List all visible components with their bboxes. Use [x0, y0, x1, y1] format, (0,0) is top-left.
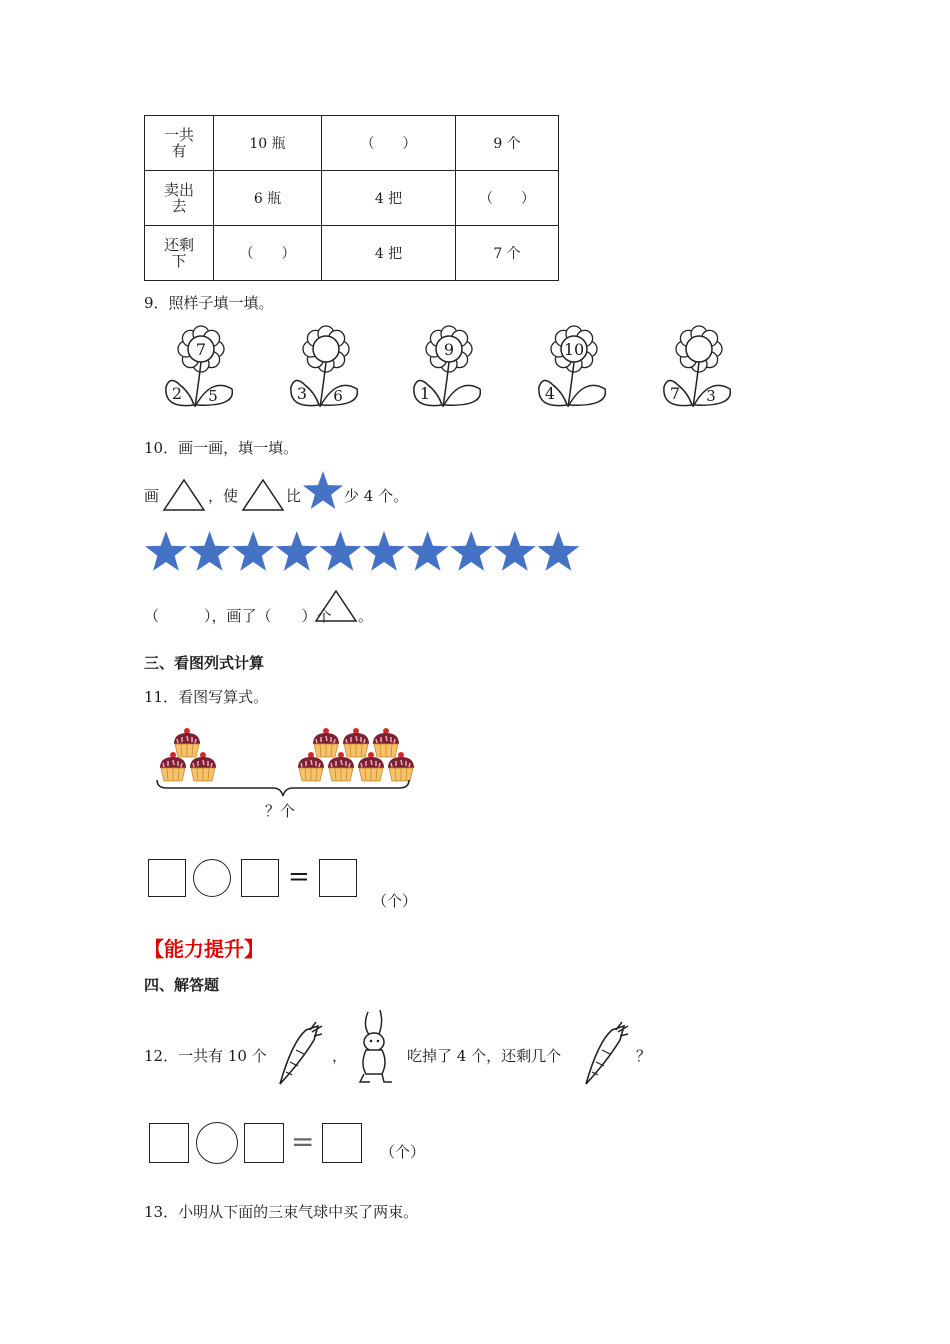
- answer-box[interactable]: [149, 1123, 189, 1163]
- rabbit-icon: [352, 1008, 400, 1088]
- triangle-icon: [162, 478, 206, 512]
- q10-prefix: 画: [144, 487, 160, 505]
- q10-mid1: ，使: [208, 487, 239, 505]
- star-icon: [494, 531, 536, 571]
- flower-number: 2: [171, 384, 183, 403]
- q12-part1: 12．一共有 10 个: [144, 1047, 267, 1065]
- flower-number: 5: [208, 387, 218, 405]
- table-cell: 6 瓶: [214, 171, 322, 226]
- flower-number: 3: [296, 384, 308, 403]
- flower-number: 7: [669, 384, 681, 403]
- question-13-title: 13．小明从下面的三束气球中买了两束。: [144, 1203, 419, 1221]
- flower-number: 4: [544, 384, 556, 403]
- q12-part3: 吃掉了 4 个，还剩几个: [407, 1047, 562, 1065]
- q10-answer[interactable]: （ ），画了（ ）个: [144, 607, 332, 625]
- flower-figure: [408, 325, 488, 415]
- q10-suffix: 少 4 个。: [344, 487, 409, 505]
- table-cell: 4 把: [322, 226, 456, 281]
- equals-sign: =: [288, 862, 310, 892]
- flower-figure: [285, 325, 365, 415]
- flower-figure: [658, 325, 738, 415]
- star-icon: [276, 531, 318, 571]
- section-4-heading: 四、解答题: [144, 976, 220, 994]
- flower-number: 3: [706, 387, 716, 405]
- carrot-icon: [582, 1020, 630, 1090]
- star-icon: [407, 531, 449, 571]
- carrot-icon: [276, 1020, 324, 1090]
- star-icon: [450, 531, 492, 571]
- table-row: [145, 116, 559, 171]
- q10-answer-end: 。: [358, 607, 374, 625]
- operator-circle[interactable]: [193, 859, 231, 897]
- ability-heading: 【能力提升】: [144, 937, 264, 961]
- flower-number: 10: [563, 340, 585, 359]
- table-cell[interactable]: （ ）: [322, 116, 456, 171]
- brace-label: ？个: [265, 802, 296, 820]
- unit-label: （个）: [372, 892, 418, 910]
- star-icon: [363, 531, 405, 571]
- answer-box[interactable]: [322, 1123, 362, 1163]
- triangle-icon: [314, 589, 358, 623]
- brace-icon: [155, 778, 411, 800]
- table-cell: 4 把: [322, 171, 456, 226]
- triangle-icon: [241, 478, 285, 512]
- star-icon: [320, 531, 362, 571]
- answer-box[interactable]: [319, 859, 357, 897]
- star-icon: [302, 470, 344, 512]
- flower-number: 6: [333, 387, 343, 405]
- question-9-title: 9．照样子填一填。: [144, 294, 274, 312]
- flower-figure: [533, 325, 613, 415]
- unit-label: （个）: [380, 1143, 426, 1161]
- item-count-table: [144, 115, 559, 281]
- table-cell: 9 个: [456, 116, 559, 171]
- row-label: 一共有: [145, 116, 214, 171]
- equals-sign: =: [291, 1125, 315, 1158]
- star-icon: [538, 531, 580, 571]
- table-cell: 7 个: [456, 226, 559, 281]
- table-row: [145, 171, 559, 226]
- table-row: [145, 226, 559, 281]
- table-cell[interactable]: （ ）: [214, 226, 322, 281]
- table-cell: 10 瓶: [214, 116, 322, 171]
- flower-number: 7: [195, 340, 207, 359]
- answer-box[interactable]: [241, 859, 279, 897]
- flower-number: 1: [419, 384, 431, 403]
- section-3-heading: 三、看图列式计算: [144, 654, 265, 672]
- flower-figure: [160, 325, 240, 415]
- row-label: 卖出去: [145, 171, 214, 226]
- star-icon: [145, 531, 187, 571]
- answer-box[interactable]: [244, 1123, 284, 1163]
- star-icon: [189, 531, 231, 571]
- table-cell[interactable]: （ ）: [456, 171, 559, 226]
- answer-box[interactable]: [148, 859, 186, 897]
- q12-part2: ，: [332, 1047, 348, 1065]
- star-icon: [232, 531, 274, 571]
- q10-mid2: 比: [286, 487, 302, 505]
- star-row: [144, 530, 584, 576]
- q12-part4: ？: [636, 1047, 652, 1065]
- flower-number: 9: [443, 340, 455, 359]
- question-10-title: 10．画一画，填一填。: [144, 439, 299, 457]
- operator-circle[interactable]: [196, 1122, 238, 1164]
- row-label: 还剩下: [145, 226, 214, 281]
- question-11-title: 11．看图写算式。: [144, 688, 269, 706]
